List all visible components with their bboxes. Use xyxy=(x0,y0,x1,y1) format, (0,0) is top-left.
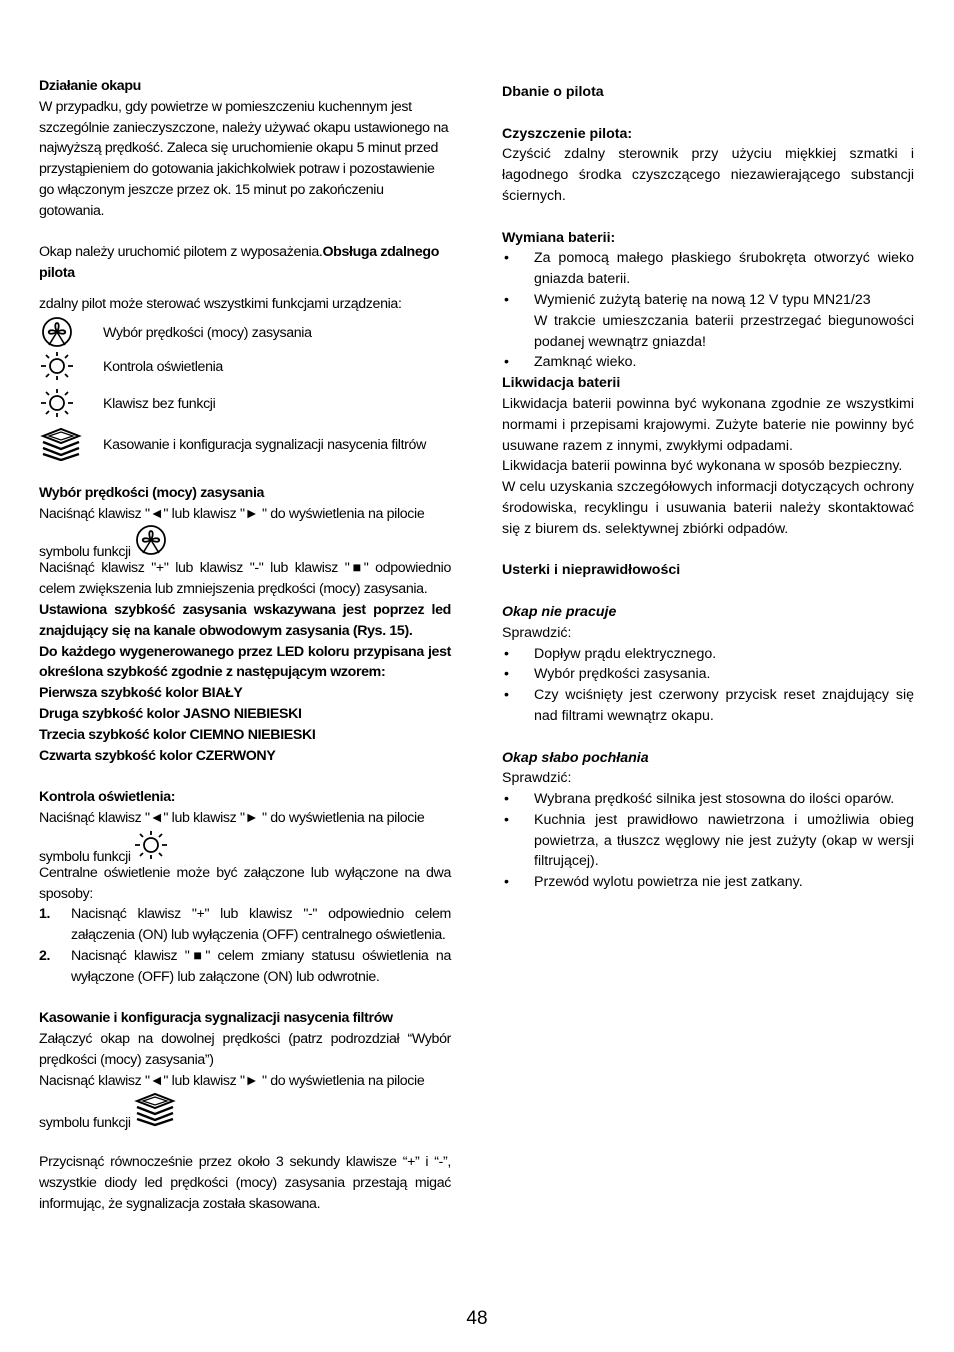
symbol-line: symbolu funkcji xyxy=(39,829,451,863)
bullet-list xyxy=(502,248,914,373)
paragraph: zdalny pilot może sterować wszystkimi funkcjami urządzenia: xyxy=(39,295,402,312)
list-item: • Przewód wylotu powietrza nie jest zatkany. xyxy=(504,874,803,891)
function-row-speed xyxy=(39,315,451,349)
speed-color-2: Druga szybkość kolor JASNO NIEBIESKI xyxy=(39,705,302,722)
right-column xyxy=(502,82,914,893)
symbol-line: symbolu funkcji xyxy=(39,1091,451,1131)
list-item: • Dopływ prądu elektrycznego. xyxy=(504,645,717,662)
section-title-disposal: Likwidacja baterii xyxy=(502,375,621,392)
paragraph: Czyścić zdalny sterownik przy użyciu miękkiej szmatki i łagodnego środka czyszczącego niezawierającego substancji ściernych. xyxy=(502,146,914,204)
paragraph: W celu uzyskania szczegółowych informacji dotyczących ochrony środowiska, recyklingu i usuwania baterii należy skontaktować się z biurem ds. selektywnej zbiórki odpadów. xyxy=(502,479,914,537)
paragraph: Przycisnąć równocześnie przez około 3 sekundy klawisze “+” i “-”, wszystkie diody led prędkości (mocy) zasysania przestają migać informując, że sygnalizacja została skasowana. xyxy=(39,1154,451,1212)
paragraph: Nacisnąć klawisz "◄" lub klawisz "► " do wyświetlenia na pilocie xyxy=(39,1072,425,1089)
function-label: Kontrola oświetlenia xyxy=(103,359,223,376)
section-title-light: Kontrola oświetlenia: xyxy=(39,789,176,806)
function-row-nofunc xyxy=(39,383,451,423)
paragraph: Naciśnąć klawisz "◄" lub klawisz "► " do wyświetlenia na pilocie xyxy=(39,809,425,826)
function-row-light xyxy=(39,349,451,383)
list-item: • Kuchnia jest prawidłowo nawietrzona i umożliwia obieg powietrza, a tłuszcz węglowy nie jest zużyty (okap w wersji filtrującej). xyxy=(504,811,914,870)
paragraph: Sprawdzić: xyxy=(502,770,572,787)
section-title-remote-care: Dbanie o pilota xyxy=(502,84,604,100)
function-list xyxy=(39,315,451,465)
list-item: • Czy wciśnięty jest czerwony przycisk reset znajdujący się nad filtrami wewnątrz okapu. xyxy=(504,687,914,724)
list-item: • Wybrana prędkość silnika jest stosowna do ilości oparów. xyxy=(504,791,895,808)
paragraph: Naciśnąć klawisz "◄" lub klawisz "► " do wyświetlenia na pilocie xyxy=(39,505,425,522)
filter-layers-icon xyxy=(39,427,103,461)
fault-title-weak-suction: Okap słabo pochłania xyxy=(502,749,649,766)
numbered-list xyxy=(39,904,451,987)
paragraph: Centralne oświetlenie może być załączone lub wyłączone na dwa sposoby: xyxy=(39,864,451,902)
symbol-line: symbolu funkcji xyxy=(39,524,451,558)
left-column xyxy=(39,76,451,1215)
section-title-operation: Działanie okapu xyxy=(39,78,141,94)
paragraph: Załączyć okap na dowolnej prędkości (patrz podrozdział “Wybór prędkości (mocy) zasysania”) xyxy=(39,1031,451,1068)
function-label: Kasowanie i konfiguracja sygnalizacji nasycenia filtrów xyxy=(103,437,426,454)
page-number: 48 xyxy=(466,1308,488,1329)
function-row-filter xyxy=(39,423,451,465)
list-item: 1. Nacisnąć klawisz "+" lub klawisz "-" odpowiednio celem załączenia (ON) lub wyłączenia (OFF) centralnego oświetlenia. xyxy=(39,906,451,944)
speed-color-1: Pierwsza szybkość kolor BIAŁY xyxy=(39,685,243,702)
paragraph: Naciśnąć klawisz "+" lub klawisz "-" lub klawisz "■" odpowiednio celem zwiększenia lub zmniejszenia prędkości (mocy) zasysania. xyxy=(39,560,451,598)
section-title-faults: Usterki i nieprawidłowości xyxy=(502,562,681,579)
list-item: 2. Nacisnąć klawisz "■" celem zmiany statusu oświetlenia na wyłączone (OFF) lub załączone (ON) lub odwrotnie. xyxy=(39,947,451,985)
paragraph: Sprawdzić: xyxy=(502,624,572,641)
fault-title-not-working: Okap nie pracuje xyxy=(502,603,617,620)
bullet-list xyxy=(502,644,914,727)
light-icon xyxy=(39,350,103,382)
list-item: • Wybór prędkości zasysania. xyxy=(504,666,711,683)
light-icon xyxy=(39,387,103,419)
fan-icon xyxy=(39,316,103,348)
paragraph: Likwidacja baterii powinna być wykonana w sposób bezpieczny. xyxy=(502,458,903,475)
paragraph-bold: Do każdego wygenerowanego przez LED koloru przypisana jest określona szybkość zgodnie z następującym wzorem: xyxy=(39,643,451,681)
paragraph: W przypadku, gdy powietrze w pomieszczeniu kuchennym jest szczególnie zanieczyszczone, należy używać okapu ustawionego na najwyższą prędkość. Zaleca się uruchomienie okapu 5 minut przed przystąpieniem do gotowania jakichkolwiek potraw i pozostawienie go włączonym jeszcze przez ok. 15 minut po zakończeniu gotowania. xyxy=(39,98,449,219)
list-item: • Wymienić zużytą baterię na nową 12 V typu MN21/23 W trakcie umieszczania baterii przestrzegać biegunowości podanej wewnątrz gniazda! xyxy=(504,291,914,350)
filter-layers-icon xyxy=(133,1091,177,1143)
paragraph: Likwidacja baterii powinna być wykonana zgodnie ze wszystkimi normami i przepisami krajowymi. Zużyte baterie nie powinny być usuwane razem z innymi, zwykłymi odpadami. xyxy=(502,395,914,454)
list-item: • Zamknąć wieko. xyxy=(504,354,637,371)
paragraph-bold: Ustawiona szybkość zasysania wskazywana jest poprzez led znajdujący się na kanale obwodowym zasysania (Rys. 15). xyxy=(39,601,451,639)
speed-color-3: Trzecia szybkość kolor CIEMNO NIEBIESKI xyxy=(39,726,316,743)
section-title-cleaning: Czyszczenie pilota: xyxy=(502,125,633,142)
polarity-note: W trakcie umieszczania baterii przestrzegać biegunowości podanej wewnątrz gniazda! xyxy=(534,312,914,350)
speed-color-4: Czwarta szybkość kolor CZERWONY xyxy=(39,747,276,764)
section-title-speed: Wybór prędkości (mocy) zasysania xyxy=(39,484,265,501)
function-label: Klawisz bez funkcji xyxy=(103,396,216,413)
paragraph: Okap należy uruchomić pilotem z wyposażenia.Obsługa zdalnego pilota xyxy=(39,244,440,282)
section-title-remote: Obsługa zdalnego pilota xyxy=(39,244,440,282)
function-label: Wybór prędkości (mocy) zasysania xyxy=(103,325,312,342)
section-title-filter: Kasowanie i konfiguracja sygnalizacji nasycenia filtrów xyxy=(39,1010,393,1027)
bullet-list xyxy=(502,789,914,893)
section-title-battery: Wymiana baterii: xyxy=(502,229,616,246)
list-item: • Za pomocą małego płaskiego śrubokręta otworzyć wieko gniazda baterii. xyxy=(504,250,914,288)
